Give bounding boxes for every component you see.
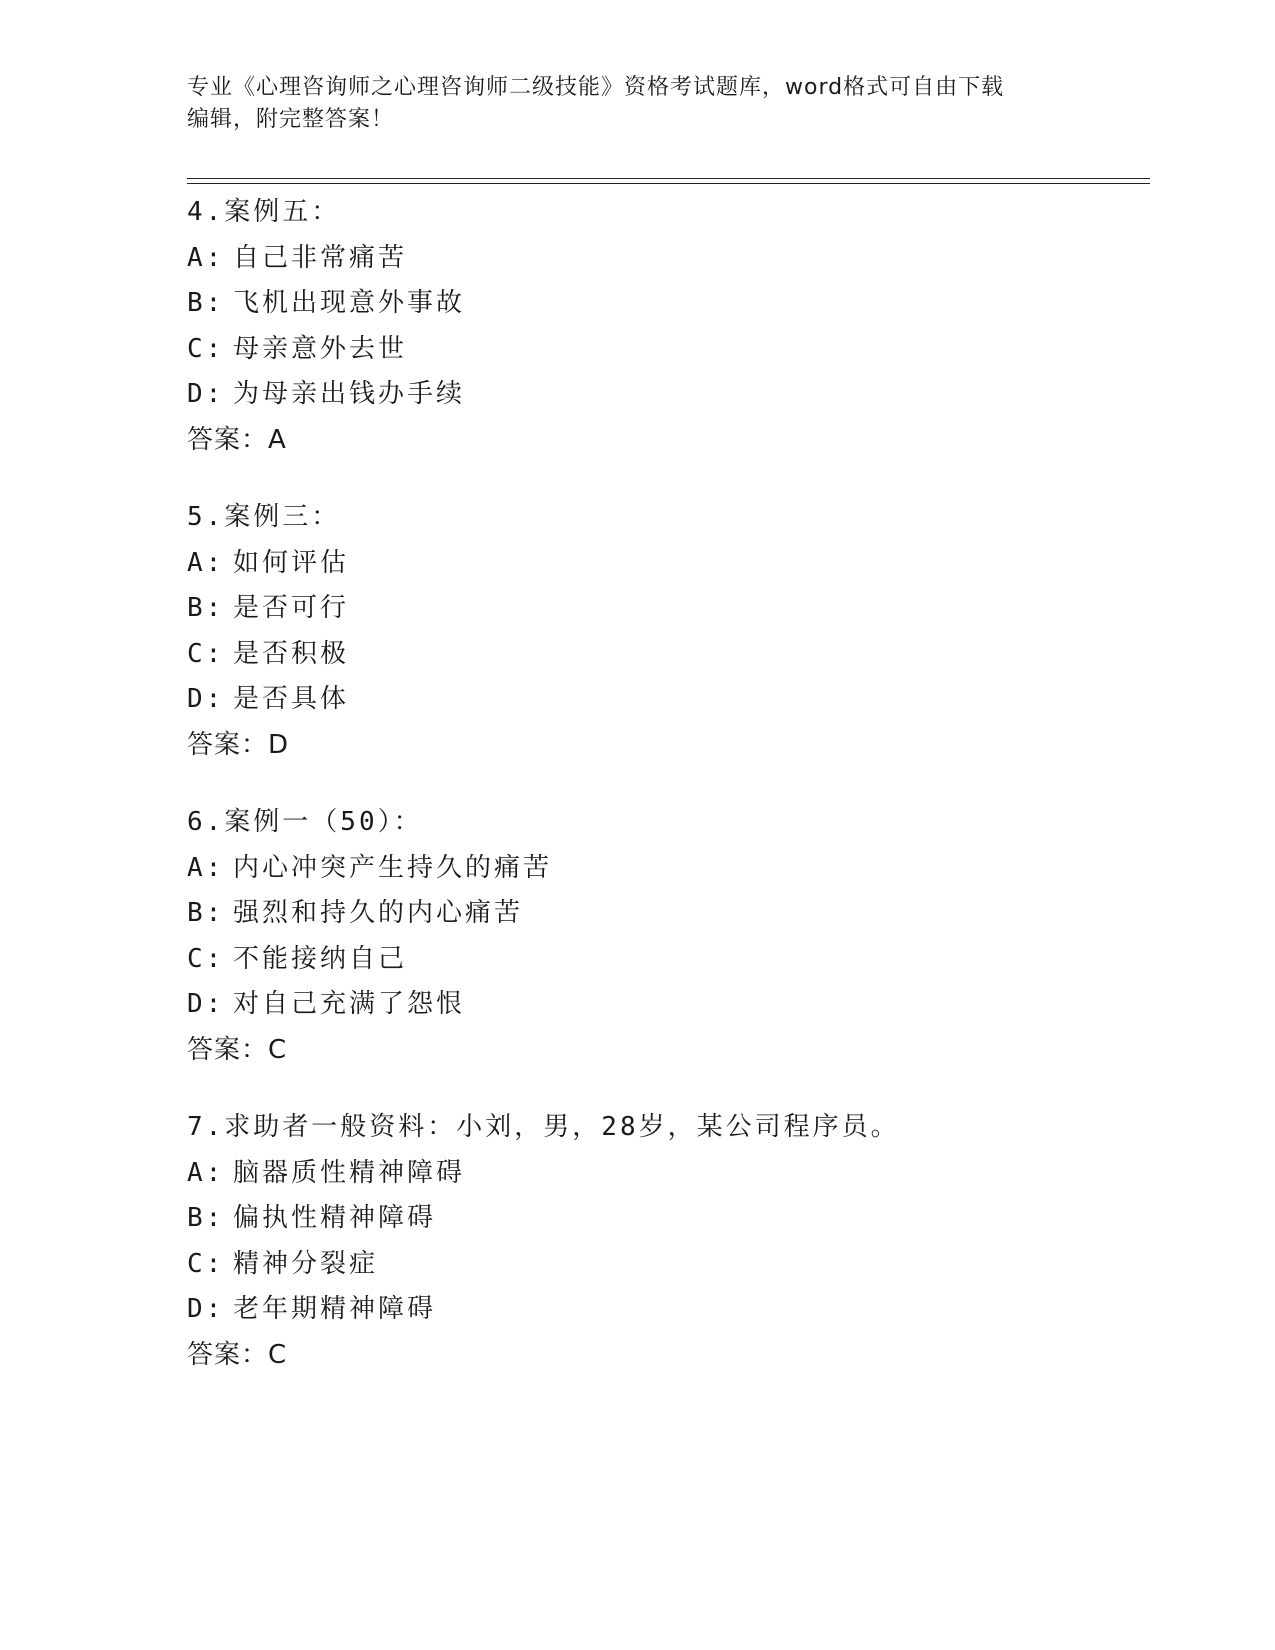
question-item	[187, 800, 1147, 1073]
option-letter: A:	[187, 242, 225, 273]
question-title: 5.案例三：	[187, 502, 341, 532]
option-text: 精神分裂症	[233, 1248, 379, 1279]
question-title: 7.求助者一般资料：小刘，男，28岁，某公司程序员。	[187, 1112, 900, 1142]
option-letter: A:	[187, 547, 225, 578]
option-a	[187, 1151, 1147, 1197]
option-letter: D:	[187, 684, 225, 714]
option-d	[187, 372, 1147, 418]
option-letter: B:	[187, 1203, 225, 1233]
option-b	[187, 1196, 1147, 1242]
option-a	[187, 236, 1147, 282]
option-b	[187, 891, 1147, 937]
option-text: 内心冲突产生持久的痛苦	[233, 852, 553, 883]
option-d	[187, 982, 1147, 1028]
option-text: 是否具体	[233, 684, 350, 714]
question-title: 6.案例一（50）：	[187, 807, 423, 837]
option-text: 不能接纳自己	[233, 943, 408, 974]
question-list	[187, 190, 1147, 1410]
option-c	[187, 327, 1147, 373]
option-c	[187, 1242, 1147, 1288]
header-line-1: 专业《心理咨询师之心理咨询师二级技能》资格考试题库，word格式可自由下载	[187, 75, 1005, 100]
option-letter: B:	[187, 288, 225, 318]
option-b	[187, 586, 1147, 632]
question-title: 4.案例五：	[187, 197, 341, 227]
option-c	[187, 937, 1147, 983]
question-item	[187, 1105, 1147, 1378]
option-letter: A:	[187, 1157, 225, 1188]
option-d	[187, 1287, 1147, 1333]
option-text: 如何评估	[233, 547, 350, 578]
option-text: 强烈和持久的内心痛苦	[233, 898, 524, 928]
option-text: 对自己充满了怨恨	[233, 989, 466, 1019]
option-a	[187, 846, 1147, 892]
question-item	[187, 495, 1147, 768]
document-header	[187, 72, 1087, 136]
option-b	[187, 281, 1147, 327]
header-divider-bottom	[187, 183, 1150, 184]
option-letter: D:	[187, 379, 225, 409]
option-letter: C:	[187, 1248, 225, 1279]
option-letter: C:	[187, 333, 225, 364]
question-answer: 答案：D	[187, 729, 290, 760]
option-text: 老年期精神障碍	[233, 1294, 437, 1324]
option-text: 偏执性精神障碍	[233, 1203, 437, 1233]
option-letter: B:	[187, 593, 225, 623]
option-letter: C:	[187, 638, 225, 669]
option-letter: B:	[187, 898, 225, 928]
option-text: 飞机出现意外事故	[233, 288, 466, 318]
option-letter: D:	[187, 989, 225, 1019]
option-a	[187, 541, 1147, 587]
option-d	[187, 677, 1147, 723]
option-letter: A:	[187, 852, 225, 883]
option-c	[187, 632, 1147, 678]
question-answer: 答案：A	[187, 424, 287, 455]
option-text: 脑器质性精神障碍	[233, 1157, 466, 1188]
option-letter: C:	[187, 943, 225, 974]
option-letter: D:	[187, 1294, 225, 1324]
header-line-2: 编辑，附完整答案！	[187, 107, 395, 132]
question-answer: 答案：C	[187, 1034, 288, 1065]
option-text: 是否可行	[233, 593, 350, 623]
option-text: 自己非常痛苦	[233, 242, 408, 273]
question-answer: 答案：C	[187, 1339, 288, 1370]
option-text: 为母亲出钱办手续	[233, 379, 466, 409]
question-item	[187, 190, 1147, 463]
option-text: 母亲意外去世	[233, 333, 408, 364]
option-text: 是否积极	[233, 638, 350, 669]
header-divider-top	[187, 178, 1150, 179]
